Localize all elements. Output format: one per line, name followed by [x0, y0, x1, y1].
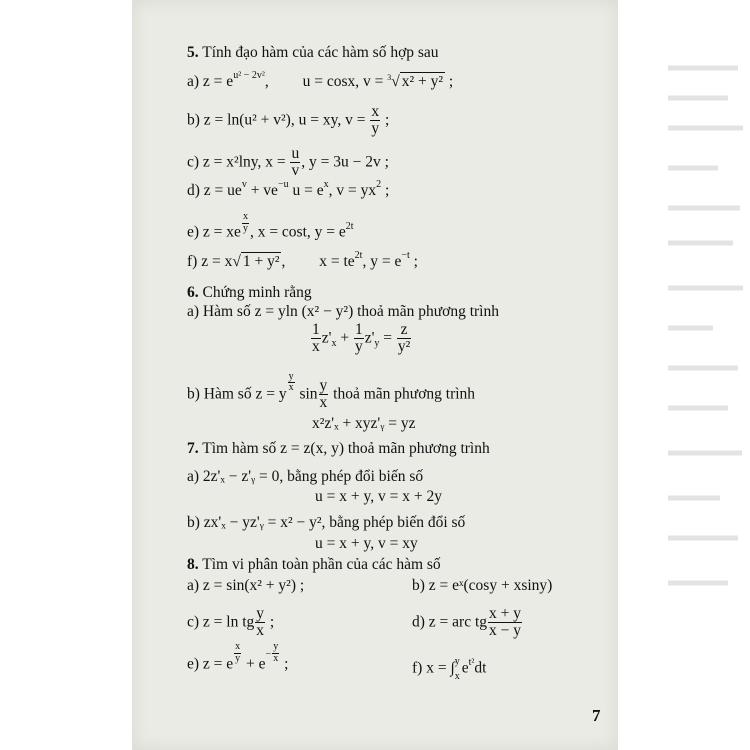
ex5-c: c) z = x²lny, x = $\frac{u}{v}$ , y = 3u − 2v ; [187, 145, 389, 180]
ex6-a-equation: $\frac{1}{x}$ $z'_x$ + $\frac{1}{y}$ $z'_y$ = $\frac{z}{\text{y²}}$ [312, 321, 411, 356]
ex5-title: 5. Tính đạo hàm của các hàm số hợp sau [187, 44, 439, 61]
ex6-a: a) Hàm số z = yln (x² − y²) thoả mãn phương trình [187, 303, 499, 320]
ex7-a-substitution: u = x + y, v = x + 2y [315, 488, 442, 505]
ex6-b-equation: x²z'ₓ + xyz'ᵧ = yz [312, 415, 416, 432]
bleed-through-text [658, 58, 748, 618]
ex8-a: a) z = sin(x² + y²) ; [187, 577, 305, 594]
ex5-d: d) $z = ue^v + ve^{-u}$ $u = e^x$, $v = yx^2$ ; [187, 179, 390, 199]
ex6-b: b) Hàm số z = y $\frac{y}{x}$ sin $\frac{y}{x}$ thoả mãn phương trình [187, 370, 476, 412]
ex7-b: b) zx'ₓ − yz'ᵧ = x² − y², bằng phép biến đổi số [187, 514, 466, 531]
ex7-a: a) 2z'ₓ − z'ᵧ = 0, bằng phép đổi biến số [187, 468, 424, 485]
ex5-e: e) z = xe $\frac{x}{y}$ , x = cost, $y = e^{2t}$ [187, 211, 354, 241]
ex8-title: 8. Tìm vi phân toàn phần của các hàm số [187, 556, 441, 573]
ex5-b: b) z = ln(u² + v²), u = xy, v = $\frac{x}{y}$ ; [187, 103, 390, 138]
ex8-c: c) z = ln tg $\frac{y}{x}$ ; [187, 605, 275, 640]
ex8-b: b) z = eˣ(cosy + xsiny) [412, 577, 553, 594]
ex5-f: f) z = x√ 1 + y² , $x = te^{2t}$, $y = e^{-t}$ ; [187, 250, 418, 270]
ex8-f: f) x = ∫ y x $e^{t^2}dt$ [412, 656, 487, 682]
ex7-title: 7. Tìm hàm số z = z(x, y) thoả mãn phương trình [187, 440, 490, 457]
ex7-b-substitution: u = x + y, v = xy [315, 535, 418, 552]
ex5-a: a) $z = e^{u^2 - 2v^2}$, u = cosx, v = $^3$√ x² + y² ; [187, 70, 454, 90]
ex8-e: e) z = e $\frac{x}{y}$ + e− $\frac{y}{x}$ ; [187, 641, 289, 673]
ex6-title: 6. Chứng minh rằng [187, 284, 312, 301]
ex8-d: d) z = arc tg $\frac{x + y}{x - y}$ [412, 605, 522, 640]
page-number: 7 [592, 706, 601, 725]
